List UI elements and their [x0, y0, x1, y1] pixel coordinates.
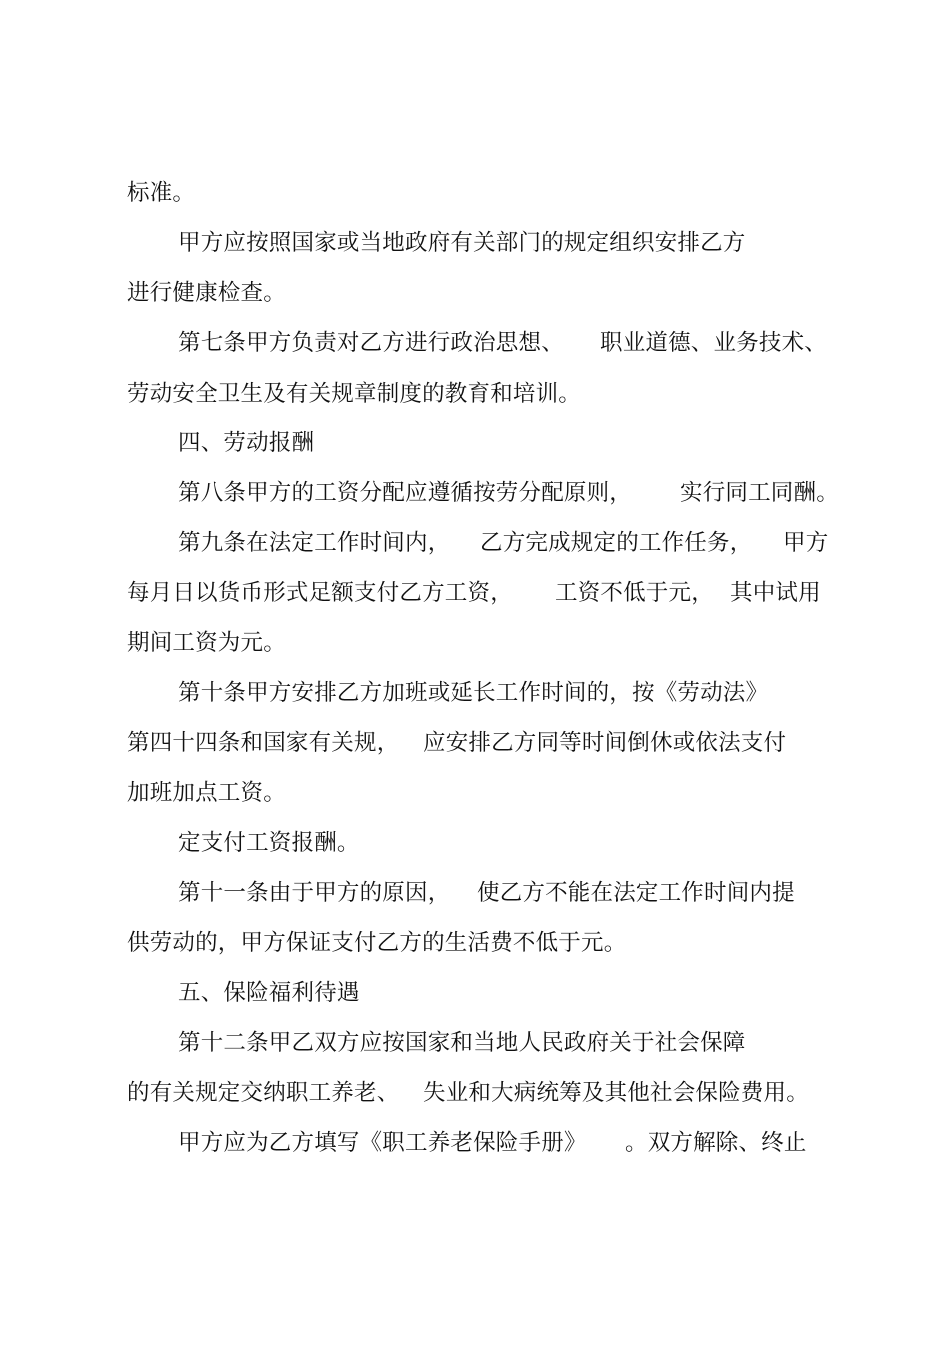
article-9-text: 第九条在法定工作时间内， — [178, 530, 451, 556]
text-line: 第四十四条和国家有关规， — [127, 730, 400, 756]
article-10-text: 第十条甲方安排乙方加班或延长工作时间的，按《劳动法》 — [178, 680, 769, 706]
text-line: 加班加点工资。 — [127, 780, 286, 806]
text-line: 甲方应按照国家或当地政府有关部门的规定组织安排乙方 — [178, 230, 746, 256]
section-heading: 四、劳动报酬 — [178, 430, 315, 456]
text-line: 职业道德、业务技术、 — [600, 330, 828, 356]
text-line: 使乙方不能在法定工作时间内提 — [477, 880, 795, 906]
text-line: 每月日以货币形式足额支付乙方工资， — [127, 580, 513, 606]
text-line: 定支付工资报酬。 — [178, 830, 360, 856]
text-line: 期间工资为元。 — [127, 630, 286, 656]
article-12-text: 第十二条甲乙双方应按国家和当地人民政府关于社会保障 — [178, 1030, 746, 1056]
text-line: 实行同工同酬。 — [680, 480, 839, 506]
text-line: 其中试用 — [730, 580, 821, 606]
text-line: 甲方应为乙方填写《职工养老保险手册》 — [178, 1130, 587, 1156]
text-line: 。双方解除、终止 — [625, 1130, 807, 1156]
text-line: 工资不低于元， — [555, 580, 714, 606]
article-8-text: 第八条甲方的工资分配应遵循按劳分配原则， — [178, 480, 633, 506]
text-line: 乙方完成规定的工作任务， — [480, 530, 753, 556]
text-line: 应安排乙方同等时间倒休或依法支付 — [423, 730, 787, 756]
section-heading: 五、保险福利待遇 — [178, 980, 360, 1006]
article-11-text: 第十一条由于甲方的原因， — [178, 880, 451, 906]
text-line: 劳动安全卫生及有关规章制度的教育和培训。 — [127, 381, 582, 407]
text-line: 供劳动的，甲方保证支付乙方的生活费不低于元。 — [127, 930, 627, 956]
text-line: 的有关规定交纳职工养老、 — [127, 1080, 400, 1106]
text-line: 进行健康检查。 — [127, 280, 286, 306]
article-7-text: 第七条甲方负责对乙方进行政治思想、 — [178, 330, 564, 356]
text-line: 失业和大病统筹及其他社会保险费用。 — [423, 1080, 809, 1106]
text-line: 甲方 — [783, 530, 829, 556]
text-line: 标准。 — [127, 180, 196, 206]
